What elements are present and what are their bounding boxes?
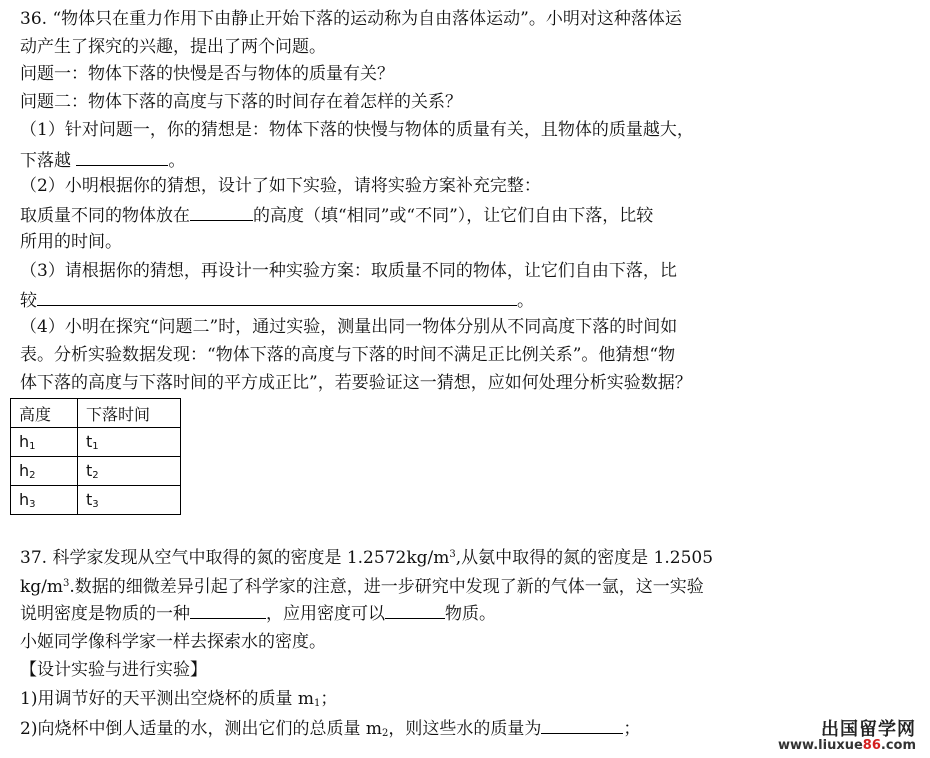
q37-text: 说明密度是物质的一种 bbox=[20, 604, 190, 624]
table-row bbox=[11, 428, 181, 457]
q36-part-2-end: 所用的时间。 bbox=[20, 232, 122, 252]
site-watermark bbox=[778, 719, 916, 754]
q37-text: ； bbox=[623, 719, 641, 739]
height-cell: $h_1$ bbox=[11, 428, 78, 457]
answer-blank-1[interactable] bbox=[76, 148, 168, 166]
q36-text: 下落越 bbox=[20, 151, 77, 171]
q36-text: 。 bbox=[517, 291, 534, 311]
height-cell: $h_2$ bbox=[11, 457, 78, 486]
answer-blank-6[interactable] bbox=[541, 716, 623, 734]
q36-text: 的高度（填“相同”或“不同”），让它们自由下落，比较 bbox=[253, 206, 654, 226]
q36-text: 较 bbox=[20, 291, 37, 311]
height-cell: $h_3$ bbox=[11, 486, 78, 515]
header-fall-time: 下落时间 bbox=[78, 399, 181, 428]
q37-line-4: 小姬同学像科学家一样去探索水的密度。 bbox=[20, 632, 326, 652]
table-row bbox=[11, 457, 181, 486]
q37-text: 2)向烧杯中倒人适量的水，测出它们的总质量 m bbox=[20, 719, 382, 739]
q37-text: 物质。 bbox=[445, 604, 496, 624]
q37-text: .数据的细微差异引起了科学家的注意，进一步研究中发现了新的气体一氩，这一实验 bbox=[69, 577, 704, 597]
q37-text: ，则这些水的质量为 bbox=[388, 719, 542, 739]
watermark-url: www.liuxue86.com bbox=[778, 738, 916, 753]
q37-text: ，应用密度可以 bbox=[266, 604, 385, 624]
q36-part-4-cont: 表。分析实验数据发现：“物体下落的高度与下落的时间不满足正比例关系”。他猜想“物 bbox=[20, 345, 676, 365]
q36-part-1-cont bbox=[20, 148, 185, 172]
q36-text: 。 bbox=[168, 151, 186, 171]
table-row bbox=[11, 486, 181, 515]
q37-step-1: 1)用调节好的天平测出空烧杯的质量 $m_1$； bbox=[20, 689, 338, 709]
time-cell: $t_1$ bbox=[78, 428, 181, 457]
header-height: 高度 bbox=[11, 399, 78, 428]
q37-text: 1)用调节好的天平测出空烧杯的质量 m bbox=[20, 689, 314, 709]
q36-part-3-cont bbox=[20, 288, 534, 312]
q37-line-2: $kg/m^3$.数据的细微差异引起了科学家的注意，进一步研究中发现了新的气体一氩，这一实验 bbox=[20, 577, 704, 597]
q36-line-2: 动产生了探究的兴趣，提出了两个问题。 bbox=[20, 37, 326, 57]
answer-blank-5[interactable] bbox=[385, 601, 445, 619]
q37-text: ,从氨中取得的氮的密度是 1.2505 bbox=[455, 548, 714, 568]
q37-text: 37. 科学家发现从空气中取得的氮的密度是 1.2572kg/m bbox=[20, 548, 450, 568]
q36-text: 取质量不同的物体放在 bbox=[20, 206, 190, 226]
q36-question-1: 问题一：物体下落的快慢是否与物体的质量有关？ bbox=[20, 64, 394, 84]
answer-blank-4[interactable] bbox=[190, 601, 266, 619]
q36-part-4-end: 体下落的高度与下落时间的平方成正比”，若要验证这一猜想，应如何处理分析实验数据？ bbox=[20, 373, 692, 393]
answer-blank-3[interactable] bbox=[37, 288, 517, 306]
q37-section-heading: 【设计实验与进行实验】 bbox=[20, 660, 207, 680]
q37-line-3 bbox=[20, 601, 496, 625]
q37-text: kg/m bbox=[20, 577, 64, 597]
q36-part-1: （1）针对问题一，你的猜想是：物体下落的快慢与物体的质量有关，且物体的质量越大， bbox=[20, 120, 694, 140]
q37-text: ； bbox=[320, 689, 338, 709]
table-header-row bbox=[11, 399, 181, 428]
q36-part-2-cont bbox=[20, 203, 653, 227]
q36-line-1: 36. “物体只在重力作用下由静止开始下落的运动称为自由落体运动”。小明对这种落体运 bbox=[20, 9, 682, 29]
watermark-title: 出国留学网 bbox=[821, 719, 916, 740]
answer-blank-2[interactable] bbox=[190, 203, 253, 221]
time-cell: $t_3$ bbox=[78, 486, 181, 515]
q36-part-4: （4）小明在探究“问题二”时，通过实验，测量出同一物体分别从不同高度下落的时间如 bbox=[20, 317, 678, 337]
q37-line-1: 37. 科学家发现从空气中取得的氮的密度是 $1.2572kg/m^3$,从氨中取得的氮的密度是 1.2505 bbox=[20, 548, 714, 568]
time-cell: $t_2$ bbox=[78, 457, 181, 486]
q36-question-2: 问题二：物体下落的高度与下落的时间存在着怎样的关系？ bbox=[20, 92, 462, 112]
q36-part-2: （2）小明根据你的猜想，设计了如下实验，请将实验方案补充完整： bbox=[20, 176, 541, 196]
height-time-table bbox=[10, 398, 181, 515]
q36-part-3: （3）请根据你的猜想，再设计一种实验方案：取质量不同的物体，让它们自由下落，比 bbox=[20, 261, 677, 281]
q37-step-2: 2)向烧杯中倒人适量的水，测出它们的总质量 $m_2$，则这些水的质量为 ； bbox=[20, 716, 640, 745]
